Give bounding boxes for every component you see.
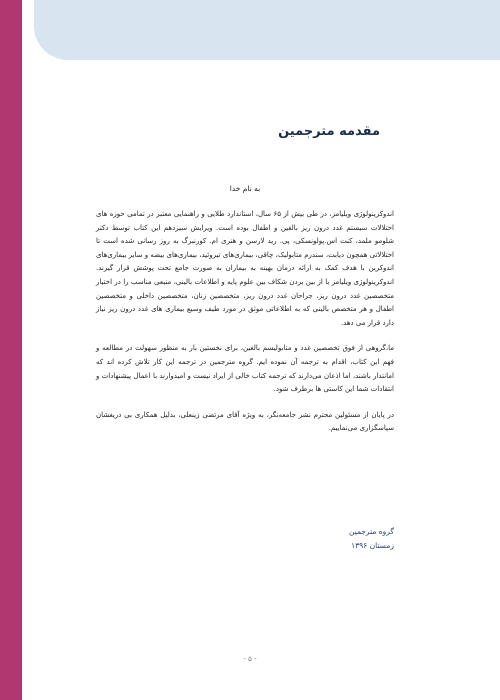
decorative-top-band (34, 0, 500, 60)
decorative-side-bar (0, 0, 22, 700)
paragraph: در پایان از مسئولین محترم نشر جامعه‌نگر، به ویژه آقای مرتضی زینعلی، بدلیل همکاری بی دریغشان سپاسگزاری می‌نماییم. (96, 410, 394, 433)
paragraph: ما،گروهی از فوق تخصصین غدد و متابولیسم بالغین، برای نخستین بار به منظور سهولت در مطالعه و فهم این کتاب، اقدام به ترجمه آن نموده ایم. گروه مترجمین در ترجمه این کار تلاش کرده اند که امانتدار باشند، اما اذعان می‌دارند که ترجمه کتاب خالی از ایراد نیست و امیدوارند با اعمال پیشنهادات و انتقادات شما این کاستی ها برطرف شود. (96, 344, 394, 394)
page-number: - ۵ - (243, 655, 257, 663)
signature-date: زمستان ۱۳۹۶ (351, 540, 394, 550)
paragraph: اندوکرینولوژی ویلیامز، در طی بیش از ۶۵ سال، استاندارد طلایی و راهنمایی معتبر در تمامی حوزه های اختلالات سیستم غدد درون ریز بالغین و اطفال بوده است. ویرایش سیزدهم این کتاب توسط دکتر شلومو ملمد، کنت اس.پولونسکی، پی. رید لارسن و هنری ام. کورنبرگ به روز رسانی شده است تا اختلالاتی همچون دیابت، سندرم متابولیک، چاقی، بیماری‌های تیروئید، بیماری‌های بیضه و سایر بیماری‌های اندوکرین با هدف کمک به ارائه درمان بهینه به بیماران به صورت جامع تحت پوشش قرار گیرند. اندوکرینولوژی ویلیامز با از بین بردن شکاف بین علوم پایه و اطلاعات بالینی، منبعی مناسب را در اختیار متخصصین غدد درون ریز، جراحان غدد درون ریز، متخصصین زنان، متخصصین داخلی و متخصصین اطفال و هر متخصص بالینی که به اطلاعاتی موثق در مورد طیف وسیع بیماری های غدد درون ریز نیاز دارد قرار می دهد. (96, 210, 394, 327)
body-text (96, 208, 394, 448)
page-title: مقدمه مترجمین (278, 124, 380, 139)
signature-block (274, 525, 394, 552)
opening-invocation: به نام خدا (229, 184, 261, 193)
signature-group-name: گروه مترجمین (348, 527, 394, 536)
